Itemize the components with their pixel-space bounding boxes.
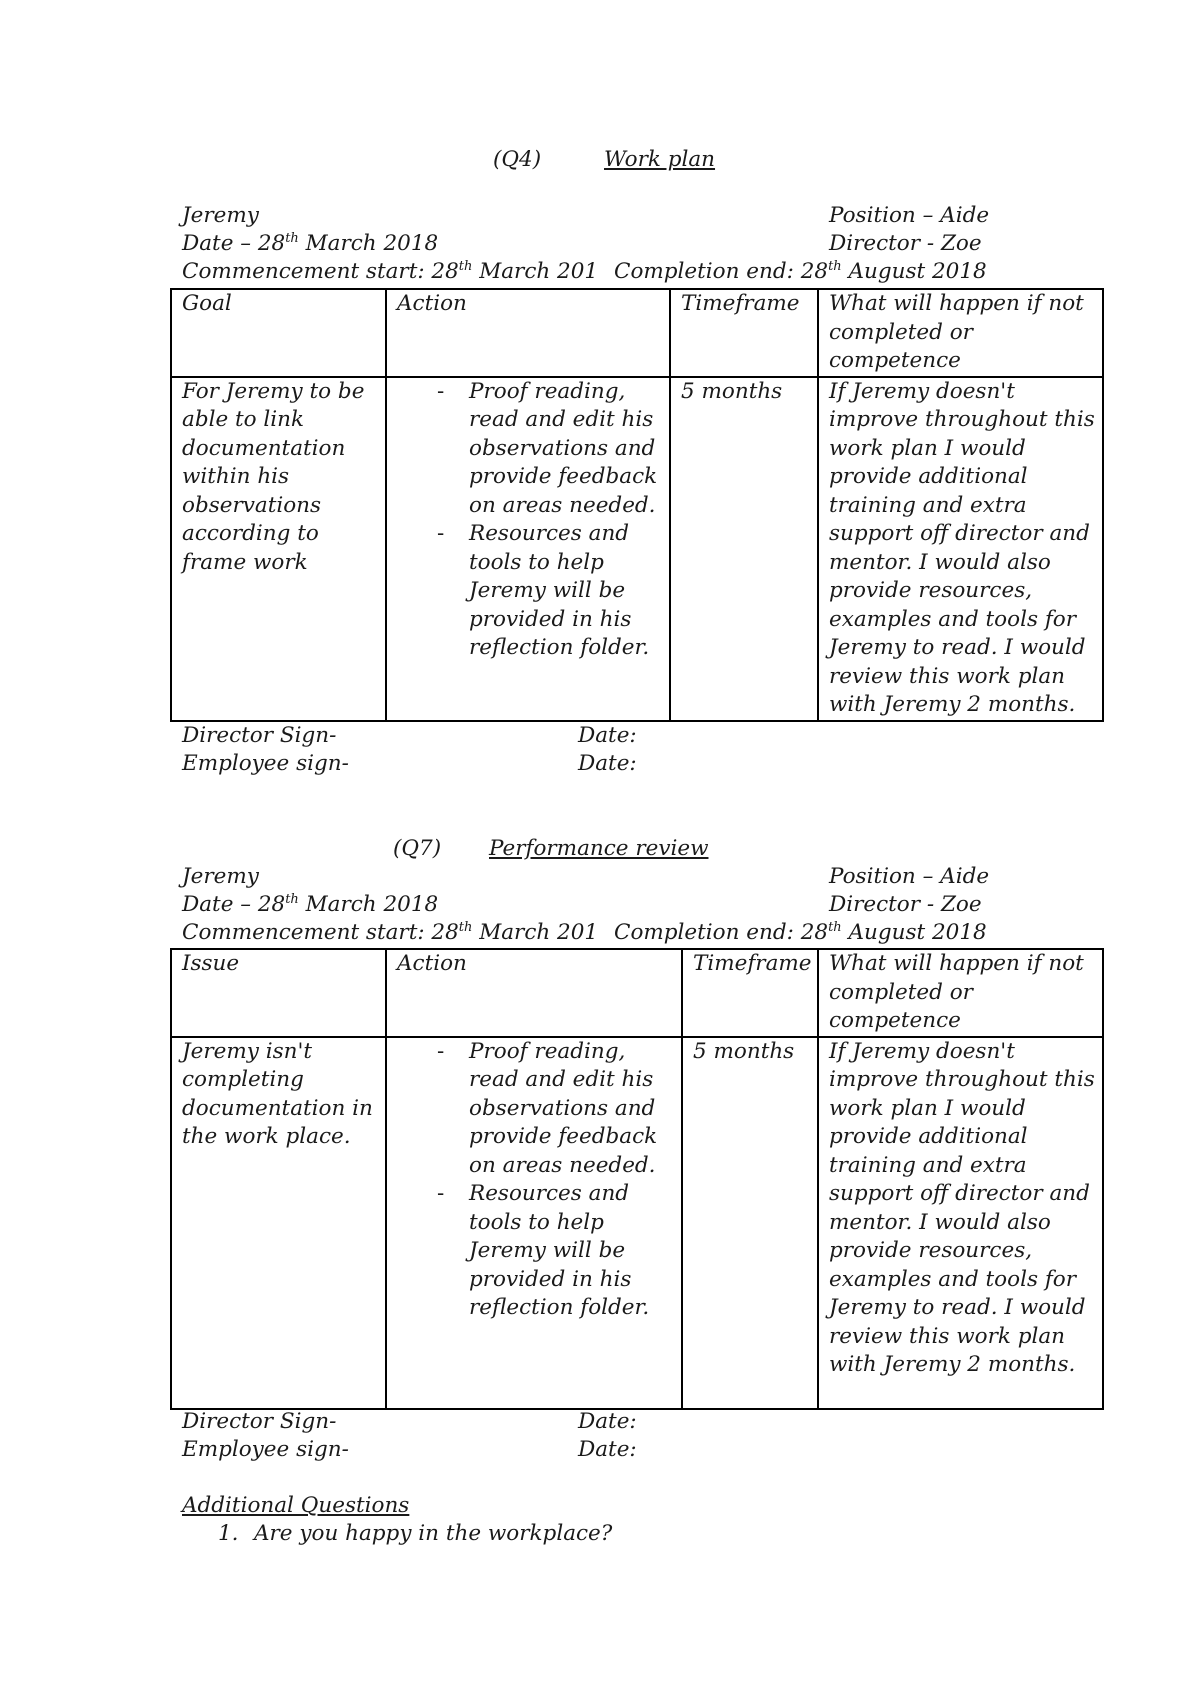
- q4-commencement: Commencement start: 28th March 201: [182, 258, 599, 284]
- q4-employee-sign: Employee sign-: [182, 751, 349, 776]
- q4-employee-name: Jeremy: [182, 203, 259, 228]
- q4-date: Date – 28th March 2018: [182, 230, 439, 256]
- q7-title: Performance review: [489, 836, 709, 861]
- q7-employee-sign: Employee sign-: [182, 1437, 349, 1462]
- dash-bullet: -: [437, 1181, 445, 1206]
- q7-director-sign: Director Sign-: [182, 1409, 337, 1434]
- header-timeframe: Timeframe: [670, 289, 818, 377]
- q4-position: Position – Aide: [829, 203, 990, 228]
- q7-position: Position – Aide: [829, 864, 990, 889]
- outcome-cell: If Jeremy doesn't improve throughout this work plan I would provide additional training and extra support off director and mentor. I would also provide resources, examples and tools for Jeremy to read. I would review this work plan with Jeremy 2 months.: [818, 1037, 1103, 1409]
- list-item: [218, 1520, 612, 1549]
- action-list: [397, 378, 661, 663]
- action-cell: [386, 1037, 682, 1409]
- header-issue: Issue: [171, 949, 386, 1037]
- additional-questions-heading: Additional Questions: [182, 1493, 410, 1518]
- goal-cell: For Jeremy to be able to link documentation within his observations according to frame work: [171, 377, 386, 721]
- header-action: Action: [386, 949, 682, 1037]
- table-row: [171, 377, 1103, 721]
- timeframe-cell: 5 months: [670, 377, 818, 721]
- q7-employee-date: Date:: [578, 1437, 637, 1462]
- q7-employee-name: Jeremy: [182, 864, 259, 889]
- header-outcome: What will happen if not completed or competence: [818, 289, 1103, 377]
- q7-completion: Completion end: 28th August 2018: [614, 919, 987, 945]
- q4-director-sign: Director Sign-: [182, 723, 337, 748]
- table-row: [171, 1037, 1103, 1409]
- question-number: 1.: [218, 1521, 239, 1546]
- q7-director-date: Date:: [578, 1409, 637, 1434]
- dash-bullet: -: [437, 378, 445, 404]
- q4-label: (Q4): [493, 147, 542, 172]
- table-header-row: [171, 289, 1103, 377]
- q7-date: Date – 28th March 2018: [182, 891, 439, 917]
- list-item: - Resources and tools to help Jeremy will be provided in his reflection folder.: [437, 1181, 650, 1320]
- q4-director: Director - Zoe: [829, 231, 982, 256]
- outcome-cell: If Jeremy doesn't improve throughout this work plan I would provide additional training and extra support off director and mentor. I would also provide resources, examples and tools for Jeremy to read. I would review this work plan with Jeremy 2 months.: [818, 377, 1103, 721]
- header-goal: Goal: [171, 289, 386, 377]
- issue-cell: Jeremy isn't completing documentation in the work place.: [171, 1037, 386, 1409]
- q4-employee-date: Date:: [578, 751, 637, 776]
- q4-title: Work plan: [604, 147, 716, 172]
- q7-label: (Q7): [393, 836, 442, 861]
- dash-bullet: -: [437, 1038, 445, 1064]
- q4-work-plan-table: [170, 288, 1104, 722]
- question-text: Are you happy in the workplace?: [254, 1521, 613, 1546]
- q4-director-date: Date:: [578, 723, 637, 748]
- list-item: - Resources and tools to help Jeremy will be provided in his reflection folder.: [437, 521, 650, 660]
- header-action: Action: [386, 289, 670, 377]
- action-list: [397, 1038, 673, 1323]
- list-item: - Proof reading, read and edit his observations and provide feedback on areas needed.: [437, 1038, 658, 1178]
- q7-director: Director - Zoe: [829, 892, 982, 917]
- table-header-row: [171, 949, 1103, 1037]
- q4-completion: Completion end: 28th August 2018: [614, 258, 987, 284]
- header-timeframe: Timeframe: [682, 949, 818, 1037]
- list-item: - Proof reading, read and edit his observations and provide feedback on areas needed.: [437, 378, 658, 518]
- action-cell: [386, 377, 670, 721]
- header-outcome: What will happen if not completed or competence: [818, 949, 1103, 1037]
- timeframe-cell: 5 months: [682, 1037, 818, 1409]
- dash-bullet: -: [437, 521, 445, 546]
- q7-performance-review-table: [170, 948, 1104, 1410]
- q7-commencement: Commencement start: 28th March 201: [182, 919, 599, 945]
